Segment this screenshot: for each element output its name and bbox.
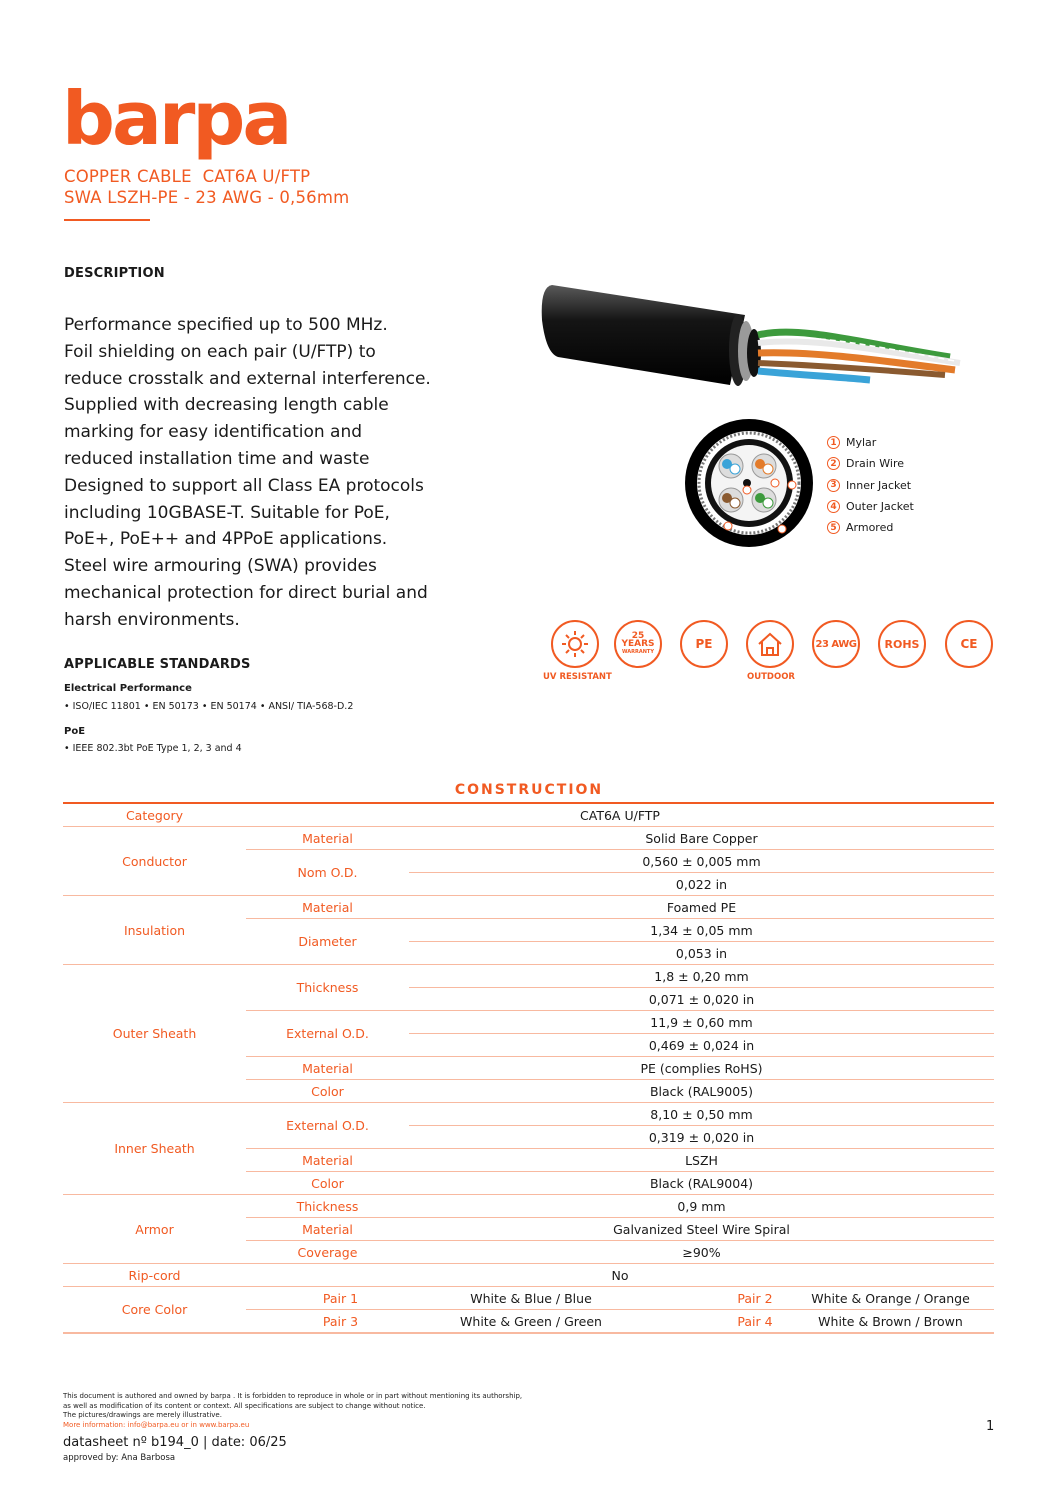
description-line: PoE+, PoE++ and 4PPoE applications. xyxy=(64,529,388,550)
inner-od-in: 0,319 ± 0,020 in xyxy=(409,1126,994,1149)
pair1-value: White & Blue / Blue xyxy=(409,1287,653,1310)
armor-coverage-label: Coverage xyxy=(246,1241,409,1264)
cable-photo xyxy=(540,275,970,395)
construction-table xyxy=(63,802,994,1334)
poe-standards-list: • IEEE 802.3bt PoE Type 1, 2, 3 and 4 xyxy=(64,743,242,754)
core-color-label: Core Color xyxy=(63,1287,246,1334)
description-line: including 10GBASE-T. Suitable for PoE, xyxy=(64,502,390,523)
armor-thickness-label: Thickness xyxy=(246,1195,409,1218)
conductor-od-mm: 0,560 ± 0,005 mm xyxy=(409,850,994,873)
ripcord-value: No xyxy=(246,1264,994,1287)
electrical-performance-heading: Electrical Performance xyxy=(64,683,192,694)
legend-number: 3 xyxy=(827,479,840,492)
insulation-diameter-in: 0,053 in xyxy=(409,942,994,965)
description-line: reduced installation time and waste xyxy=(64,448,370,469)
pair3-value: White & Green / Green xyxy=(409,1310,653,1334)
description-line: reduce crosstalk and external interference. xyxy=(64,368,431,389)
inner-material-label: Material xyxy=(246,1149,409,1172)
insulation-material-value: Foamed PE xyxy=(409,896,994,919)
legend-number: 1 xyxy=(827,436,840,449)
awg-badge: 23 AWG xyxy=(812,620,860,668)
ce-badge: CE xyxy=(945,620,993,668)
description-line: harsh environments. xyxy=(64,609,240,630)
outer-material-value: PE (complies RoHS) xyxy=(409,1057,994,1080)
pair2-label: Pair 2 xyxy=(653,1287,787,1310)
description-line: Steel wire armouring (SWA) provides xyxy=(64,556,377,577)
conductor-material-value: Solid Bare Copper xyxy=(409,827,994,850)
conductor-material-label: Material xyxy=(246,827,409,850)
legend-label: Outer Jacket xyxy=(846,500,914,514)
description-body xyxy=(64,312,444,634)
outer-color-value: Black (RAL9005) xyxy=(409,1080,994,1103)
insulation-label: Insulation xyxy=(63,896,246,965)
insulation-material-label: Material xyxy=(246,896,409,919)
warranty-word: WARRANTY xyxy=(622,649,654,655)
warranty-number: 25 xyxy=(631,631,645,641)
approved-by: approved by: Ana Barbosa xyxy=(63,1453,176,1463)
legend-label: Inner Jacket xyxy=(846,478,912,492)
logo-wordmark: barpa xyxy=(62,88,290,162)
table-row xyxy=(63,827,994,850)
warranty-badge xyxy=(614,620,662,668)
rohs-badge: ROHS xyxy=(878,620,926,668)
insulation-diameter-label: Diameter xyxy=(246,919,409,965)
description-heading: DESCRIPTION xyxy=(64,266,165,281)
pe-badge: PE xyxy=(680,620,728,668)
pair3-label: Pair 3 xyxy=(246,1310,409,1334)
insulation-diameter-mm: 1,34 ± 0,05 mm xyxy=(409,919,994,942)
uv-resistant-badge xyxy=(551,620,599,668)
armor-material-label: Material xyxy=(246,1218,409,1241)
table-row xyxy=(63,965,994,988)
product-title xyxy=(64,166,349,208)
pair2-value: White & Orange / Orange xyxy=(787,1287,994,1310)
category-label: Category xyxy=(63,803,246,827)
description-line: Performance specified up to 500 MHz. xyxy=(64,315,388,335)
electrical-standards-list: • ISO/IEC 11801 • EN 50173 • EN 50174 • ANSI/ TIA-568-D.2 xyxy=(64,701,354,712)
inner-od-mm: 8,10 ± 0,50 mm xyxy=(409,1103,994,1126)
description-line: Supplied with decreasing length cable xyxy=(64,395,389,416)
description-line: mechanical protection for direct burial and xyxy=(64,582,428,603)
disclaimer-line: as well as modification of its content or context. All specifications are subject to change without notice. xyxy=(63,1401,426,1410)
pair4-label: Pair 4 xyxy=(653,1310,787,1334)
outdoor-caption: OUTDOOR xyxy=(747,672,795,682)
table-row xyxy=(63,1103,994,1126)
outer-thickness-label: Thickness xyxy=(246,965,409,1011)
legend-label: Mylar xyxy=(846,436,877,450)
legend-label: Drain Wire xyxy=(846,457,904,471)
barpa-logo xyxy=(62,88,292,170)
description-line: marking for easy identification and xyxy=(64,422,363,443)
contact-info: More information: info@barpa.eu or in www.barpa.eu xyxy=(63,1420,250,1429)
pair1-label: Pair 1 xyxy=(246,1287,409,1310)
outer-od-label: External O.D. xyxy=(246,1011,409,1057)
legend-number: 4 xyxy=(827,500,840,513)
conductor-od-in: 0,022 in xyxy=(409,873,994,896)
datasheet-id: datasheet nº b194_0 | date: 06/25 xyxy=(63,1435,287,1450)
cross-section-legend xyxy=(827,432,914,538)
disclaimer-line: The pictures/drawings are merely illustrative. xyxy=(63,1411,222,1420)
legend-item xyxy=(827,453,914,474)
title-underline xyxy=(64,219,150,221)
armor-material-value: Galvanized Steel Wire Spiral xyxy=(409,1218,994,1241)
armor-coverage-value: ≥90% xyxy=(409,1241,994,1264)
outer-od-in: 0,469 ± 0,024 in xyxy=(409,1034,994,1057)
warranty-years: YEARS xyxy=(621,639,655,649)
legend-label: Armored xyxy=(846,521,894,535)
outer-sheath-label: Outer Sheath xyxy=(63,965,246,1103)
inner-color-label: Color xyxy=(246,1172,409,1195)
table-row xyxy=(63,803,994,827)
outer-color-label: Color xyxy=(246,1080,409,1103)
page-number: 1 xyxy=(986,1419,995,1434)
category-value: CAT6A U/FTP xyxy=(246,803,994,827)
outer-material-label: Material xyxy=(246,1057,409,1080)
outer-od-mm: 11,9 ± 0,60 mm xyxy=(409,1011,994,1034)
table-row xyxy=(63,896,994,919)
inner-od-label: External O.D. xyxy=(246,1103,409,1149)
outdoor-badge xyxy=(746,620,794,668)
legend-number: 2 xyxy=(827,457,840,470)
standards-heading: APPLICABLE STANDARDS xyxy=(64,657,251,672)
armor-thickness-value: 0,9 mm xyxy=(409,1195,994,1218)
poe-heading: PoE xyxy=(64,726,86,737)
inner-material-value: LSZH xyxy=(409,1149,994,1172)
construction-heading: CONSTRUCTION xyxy=(454,782,604,798)
inner-color-value: Black (RAL9004) xyxy=(409,1172,994,1195)
legend-item xyxy=(827,517,914,538)
outer-thickness-mm: 1,8 ± 0,20 mm xyxy=(409,965,994,988)
conductor-label: Conductor xyxy=(63,827,246,896)
legend-item xyxy=(827,432,914,453)
table-row xyxy=(63,1264,994,1287)
cable-cross-section xyxy=(684,418,814,548)
description-line: Foil shielding on each pair (U/FTP) to xyxy=(64,341,376,362)
legend-number: 5 xyxy=(827,521,840,534)
house-icon xyxy=(755,629,785,659)
ripcord-label: Rip-cord xyxy=(63,1264,246,1287)
product-title-line2: SWA LSZH-PE - 23 AWG - 0,56mm xyxy=(64,188,350,207)
table-row xyxy=(63,1195,994,1218)
legend-item xyxy=(827,475,914,496)
conductor-od-label: Nom O.D. xyxy=(246,850,409,896)
product-title-line1: COPPER CABLE CAT6A U/FTP xyxy=(64,167,311,186)
footer-disclaimer xyxy=(63,1392,522,1430)
armor-label: Armor xyxy=(63,1195,246,1264)
legend-item xyxy=(827,496,914,517)
inner-sheath-label: Inner Sheath xyxy=(63,1103,246,1195)
sun-icon xyxy=(560,629,590,659)
disclaimer-line: This document is authored and owned by barpa . It is forbidden to reproduce in whole or in part without mentioning its authorship, xyxy=(63,1392,523,1400)
pair4-value: White & Brown / Brown xyxy=(787,1310,994,1334)
description-line: Designed to support all Class EA protocols xyxy=(64,475,424,496)
uv-resistant-caption: UV RESISTANT xyxy=(543,672,612,682)
outer-thickness-in: 0,071 ± 0,020 in xyxy=(409,988,994,1011)
table-row xyxy=(63,1287,994,1310)
